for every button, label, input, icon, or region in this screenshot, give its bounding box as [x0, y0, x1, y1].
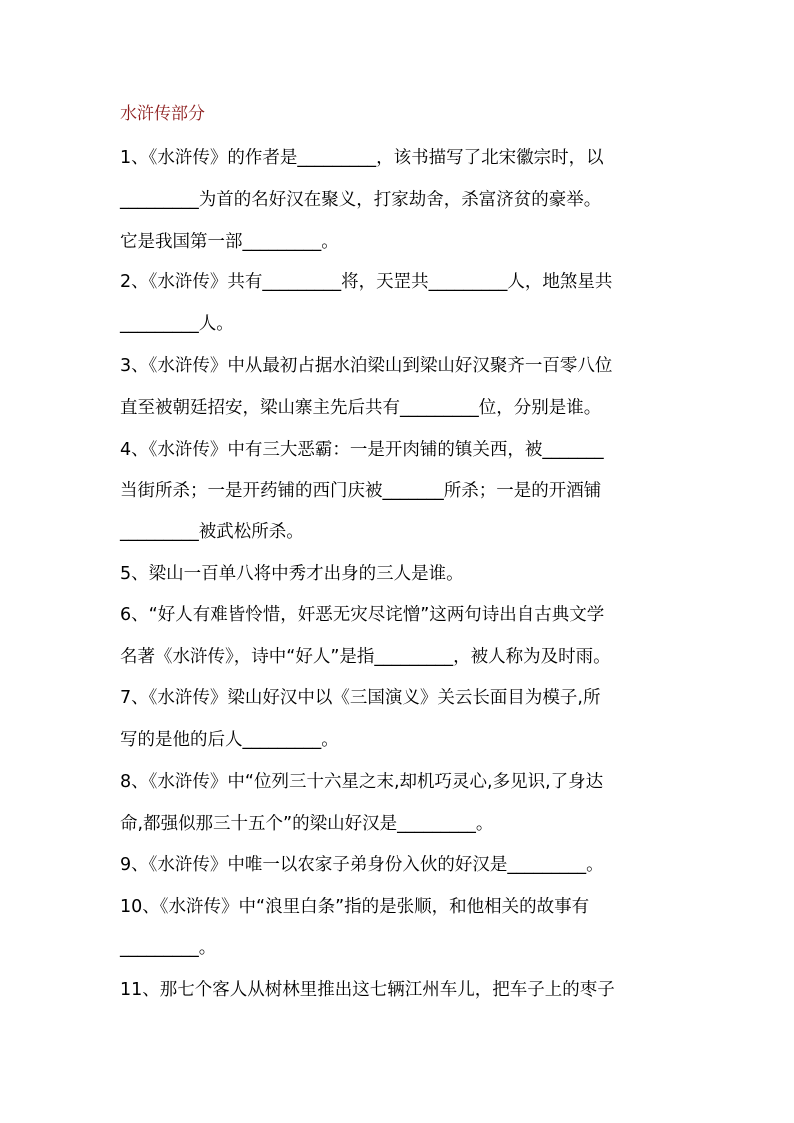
text-line: 4、《水浒传》中有三大恶霸：一是开肉铺的镇关西，被_______ — [120, 440, 604, 460]
text-line: _________被武松所杀。 — [120, 522, 304, 542]
text-line: 7、《水浒传》梁山好汉中以《三国演义》关云长面目为模子,所 — [120, 688, 601, 708]
text-line: 1、《水浒传》的作者是_________，该书描写了北宋徽宗时，以 — [120, 148, 604, 168]
text-line: 它是我国第一部_________。 — [120, 232, 339, 252]
text-line: 10、《水浒传》中“浪里白条”指的是张顺，和他相关的故事有 — [120, 897, 590, 917]
text-line: _________。 — [120, 938, 217, 958]
text-line: 2、《水浒传》共有_________将，天罡共_________人，地煞星共 — [120, 272, 613, 292]
text-line: _________为首的名好汉在聚义，打家劫舍，杀富济贫的豪举。 — [120, 190, 602, 210]
text-line: 5、梁山一百单八将中秀才出身的三人是谁。 — [120, 564, 464, 584]
text-line: 名著《水浒传》，诗中“好人”是指_________，被人称为及时雨。 — [120, 647, 611, 667]
text-line: 命,都强似那三十五个”的梁山好汉是_________。 — [120, 814, 494, 834]
text-line: 9、《水浒传》中唯一以农家子弟身份入伙的好汉是_________。 — [120, 855, 604, 875]
text-line: 11、那七个客人从树林里推出这七辆江州车儿，把车子上的枣子 — [120, 980, 615, 1000]
text-line: 3、《水浒传》中从最初占据水泊梁山到梁山好汉聚齐一百零八位 — [120, 356, 613, 376]
text-line: 当街所杀；一是开药铺的西门庆被_______所杀；一是的开酒铺 — [120, 481, 602, 501]
section-heading: 水浒传部分 — [120, 104, 205, 124]
text-line: 直至被朝廷招安，梁山寨主先后共有_________位，分别是谁。 — [120, 398, 602, 418]
text-line: 8、《水浒传》中“位列三十六星之末,却机巧灵心,多见识,了身达 — [120, 772, 604, 792]
text-line: 6、“好人有难皆怜惜，奸恶无灾尽诧憎”这两句诗出自古典文学 — [120, 605, 605, 625]
text-line: 写的是他的后人_________。 — [120, 730, 339, 750]
text-line: _________人。 — [120, 314, 234, 334]
